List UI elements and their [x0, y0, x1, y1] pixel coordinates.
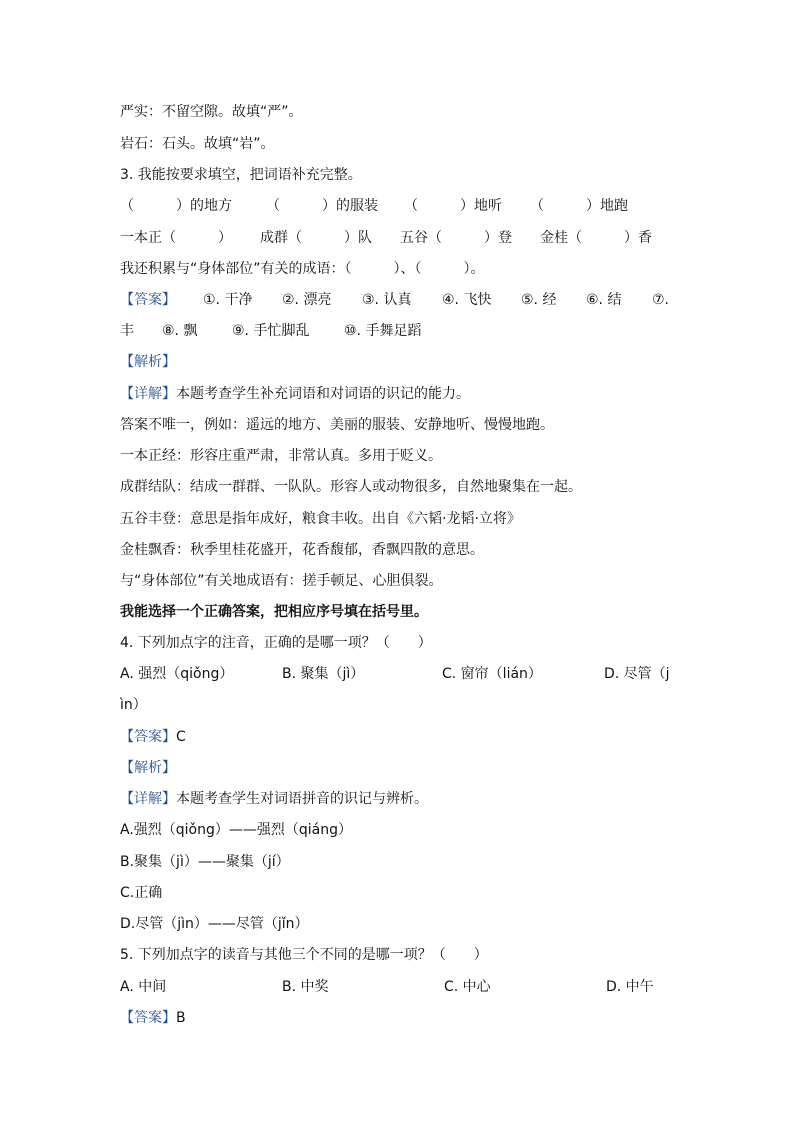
answer-item: ⑥. 结 — [586, 292, 622, 308]
answer-item: ②. 漂亮 — [282, 292, 332, 308]
explanation-line: 严实：不留空隙。故填“严”。 — [120, 104, 303, 120]
option-a: A. 强烈（qiǒng） — [120, 666, 234, 682]
answer-item: 丰 — [120, 323, 134, 339]
fill-blank-item: （ ）的服装 — [266, 198, 378, 214]
explain-line: C.正确 — [120, 885, 163, 901]
answer-item: ①. 干净 — [203, 292, 253, 308]
answer-item: ③. 认真 — [362, 292, 412, 308]
fill-blank-item: （ ）地跑 — [530, 198, 628, 214]
option-d-wrap: ìn） — [120, 697, 147, 713]
option-a: A. 中间 — [120, 979, 167, 995]
detail-label: 【详解】 — [120, 791, 176, 807]
detail-text: 本题考查学生补充词语和对词语的识记的能力。 — [176, 386, 470, 402]
answer-label: 【答案】 — [120, 1010, 176, 1026]
fill-blank-item: 金桂（ ）香 — [540, 230, 652, 246]
answer-line — [120, 1008, 186, 1028]
detail-line — [120, 384, 470, 404]
detail-line — [120, 789, 428, 809]
detail-label: 【详解】 — [120, 386, 176, 402]
question-4-title: 4. 下列加点字的注音，正确的是哪一项？（ ） — [120, 635, 432, 651]
note-line: 与“身体部位”有关地成语有：搓手顿足、心胆俱裂。 — [120, 573, 443, 589]
explanation-line: 岩石：石头。故填“岩”。 — [120, 136, 275, 152]
answer-item: ⑦. — [652, 292, 670, 308]
fill-blank-item: 成群（ ）队 — [260, 230, 372, 246]
option-c: C. 中心 — [444, 979, 491, 995]
explain-line: A.强烈（qiǒng）——强烈（qiáng） — [120, 822, 352, 838]
answer-item: ④. 飞快 — [442, 292, 492, 308]
note-line: 答案不唯一，例如：遥远的地方、美丽的服装、安静地听、慢慢地跑。 — [120, 417, 554, 433]
option-c: C. 窗帘（lián） — [442, 666, 542, 682]
answer-value: C — [176, 729, 186, 745]
fill-blank-item: （ ）地听 — [404, 198, 502, 214]
option-d: D. 中午 — [606, 979, 654, 995]
detail-text: 本题考查学生对词语拼音的识记与辨析。 — [176, 791, 428, 807]
option-b: B. 中奖 — [282, 979, 329, 995]
option-d: D. 尽管（j — [604, 666, 670, 682]
note-line: 一本正经：形容庄重严肃，非常认真。多用于贬义。 — [120, 448, 442, 464]
fill-blank-item: 五谷（ ）登 — [400, 230, 512, 246]
analysis-label: 【解析】 — [120, 760, 176, 776]
explain-line: B.聚集（jì）——聚集（jí） — [120, 854, 290, 870]
answer-item: ⑤. 经 — [521, 292, 557, 308]
answer-label: 【答案】 — [120, 729, 176, 745]
note-line: 金桂飘香：秋季里桂花盛开，花香馥郁，香飘四散的意思。 — [120, 542, 484, 558]
answer-item: ⑧. 飘 — [162, 323, 198, 339]
option-b: B. 聚集（jì） — [282, 666, 365, 682]
section-heading: 我能选择一个正确答案，把相应序号填在括号里。 — [120, 604, 428, 620]
fill-blank-item: （ ）的地方 — [120, 198, 232, 214]
fill-blank-item: 一本正（ ） — [120, 230, 232, 246]
note-line: 成群结队：结成一群群、一队队。形容人或动物很多，自然地聚集在一起。 — [120, 479, 582, 495]
answer-value: B — [176, 1010, 186, 1026]
note-line: 五谷丰登：意思是指年成好，粮食丰收。出自《六韬·龙韬·立将》 — [120, 511, 521, 527]
question-5-title: 5. 下列加点字的读音与其他三个不同的是哪一项？（ ） — [120, 947, 488, 963]
q3-idiom-line: 我还积累与“身体部位”有关的成语：（ ）、（ ）。 — [120, 261, 485, 277]
answer-label: 【答案】 — [120, 292, 176, 308]
answer-item: ⑩. 手舞足蹈 — [344, 323, 422, 339]
explain-line: D.尽管（jìn）——尽管（jǐn） — [120, 916, 309, 932]
question-3-title: 3. 我能按要求填空，把词语补充完整。 — [120, 167, 362, 183]
analysis-label: 【解析】 — [120, 354, 176, 370]
answer-item: ⑨. 手忙脚乱 — [232, 323, 310, 339]
answer-line — [120, 727, 186, 747]
